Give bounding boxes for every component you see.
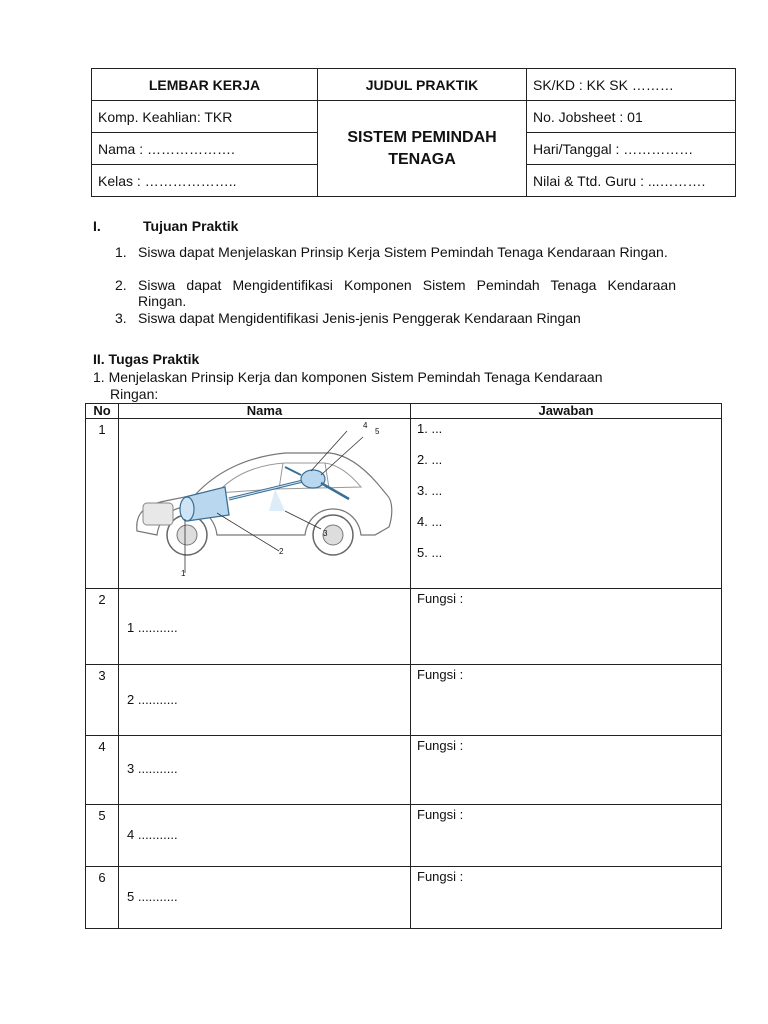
answer-1: 1. ... <box>417 421 443 436</box>
car-drivetrain-icon <box>125 423 405 583</box>
nama-cell <box>119 589 411 665</box>
answer-cell <box>411 419 722 589</box>
section-1-heading: Tujuan Praktik <box>143 218 239 234</box>
table-row <box>86 867 722 929</box>
answer-2: 2. ... <box>417 452 443 467</box>
judul-praktik-label: JUDUL PRAKTIK <box>318 69 527 101</box>
nama-cell <box>119 867 411 929</box>
task-table <box>85 403 722 929</box>
table-row <box>86 805 722 867</box>
fungsi-cell: Fungsi : <box>411 736 722 805</box>
section-2-heading: II. Tugas Praktik <box>93 351 200 367</box>
objective-3-text: Siswa dapat Mengidentifikasi Jenis-jenis Penggerak Kendaraan Ringan <box>138 310 581 326</box>
column-header-jawaban: Jawaban <box>411 404 722 419</box>
row-number: 6 <box>86 867 119 929</box>
task-1-line1: 1. Menjelaskan Prinsip Kerja dan komponen Sistem Pemindah Tenaga Kendaraan <box>93 369 603 385</box>
row-number: 2 <box>86 589 119 665</box>
skkd-field: SK/KD : KK SK ……… <box>527 69 736 101</box>
nama-cell <box>119 665 411 736</box>
diagram-label-4: 4 <box>363 421 368 430</box>
task-1-line2: Ringan: <box>110 386 159 402</box>
row-number: 4 <box>86 736 119 805</box>
component-name-blank: 1 ........... <box>127 620 178 635</box>
objective-3-number: 3. <box>115 310 127 326</box>
diagram-label-5: 5 <box>375 427 380 436</box>
component-name-blank: 2 ........... <box>127 692 178 707</box>
objective-1-text: Siswa dapat Menjelaskan Prinsip Kerja Sistem Pemindah Tenaga Kendaraan Ringan. <box>138 244 668 260</box>
column-header-no: No <box>86 404 119 419</box>
row-number: 1 <box>86 419 119 589</box>
answer-3: 3. ... <box>417 483 443 498</box>
lembar-kerja-label: LEMBAR KERJA <box>92 69 318 101</box>
nama-field: Nama : ………………. <box>92 133 318 165</box>
table-row <box>86 589 722 665</box>
practice-title-line1: SISTEM PEMINDAH <box>347 128 497 146</box>
objective-2-number: 2. <box>115 277 127 293</box>
nama-cell <box>119 736 411 805</box>
practice-title-line2: TENAGA <box>388 150 456 168</box>
table-row <box>86 419 722 589</box>
practice-title-cell <box>318 101 527 197</box>
answer-4: 4. ... <box>417 514 443 529</box>
component-name-blank: 3 ........... <box>127 761 178 776</box>
fungsi-cell: Fungsi : <box>411 805 722 867</box>
nilai-field: Nilai & Ttd. Guru : ...………. <box>527 165 736 197</box>
answer-5: 5. ... <box>417 545 443 560</box>
component-name-blank: 4 ........... <box>127 827 178 842</box>
diagram-cell <box>119 419 411 589</box>
section-1-numeral: I. <box>93 218 101 234</box>
column-header-nama: Nama <box>119 404 411 419</box>
diagram-label-3: 3 <box>323 529 328 538</box>
row-number: 5 <box>86 805 119 867</box>
row-number: 3 <box>86 665 119 736</box>
header-table <box>91 68 736 197</box>
fungsi-cell: Fungsi : <box>411 589 722 665</box>
nama-cell <box>119 805 411 867</box>
table-row <box>86 665 722 736</box>
objective-1-number: 1. <box>115 244 127 260</box>
table-row <box>86 736 722 805</box>
kompetensi-field: Komp. Keahlian: TKR <box>92 101 318 133</box>
jobsheet-field: No. Jobsheet : 01 <box>527 101 736 133</box>
component-name-blank: 5 ........... <box>127 889 178 904</box>
objective-2-text: Siswa dapat Mengidentifikasi Komponen Sistem Pemindah Tenaga Kendaraan Ringan. <box>138 277 676 309</box>
diagram-label-1: 1 <box>181 569 186 578</box>
fungsi-cell: Fungsi : <box>411 665 722 736</box>
fungsi-cell: Fungsi : <box>411 867 722 929</box>
hari-tanggal-field: Hari/Tanggal : …………… <box>527 133 736 165</box>
kelas-field: Kelas : ……………….. <box>92 165 318 197</box>
diagram-label-2: 2 <box>279 547 284 556</box>
